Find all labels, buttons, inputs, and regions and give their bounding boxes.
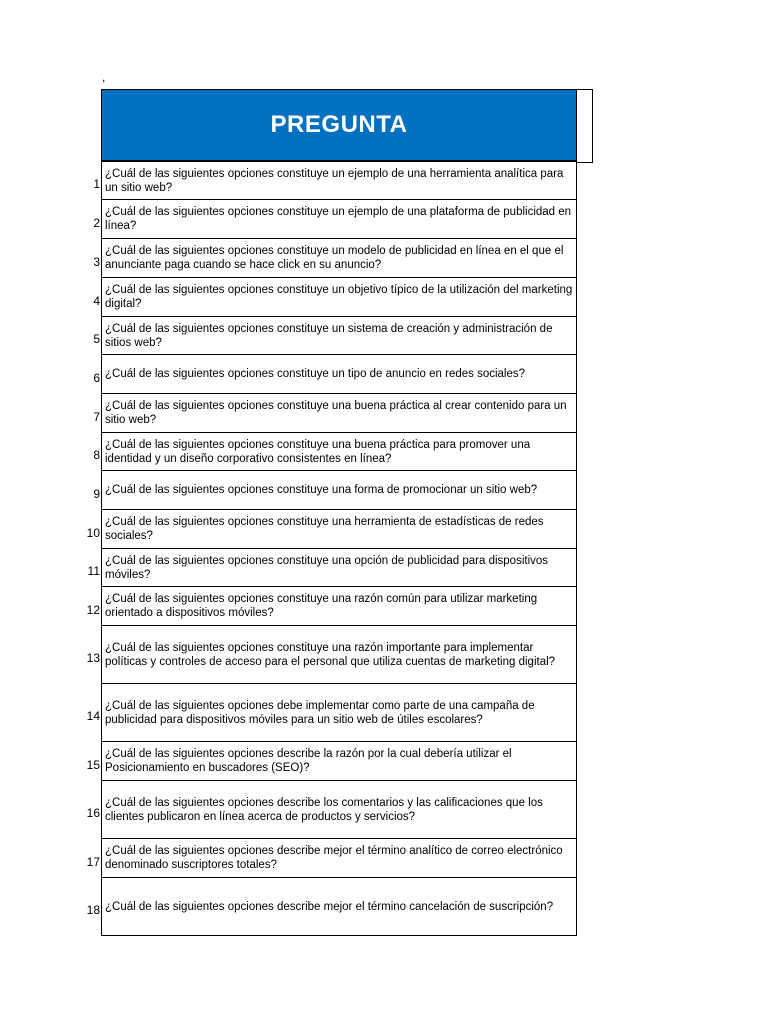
question-number: 5	[93, 332, 100, 346]
question-text: ¿Cuál de las siguientes opciones constituye una razón común para utilizar marketing orientado a dispositivos móviles?	[105, 593, 538, 619]
question-cell	[101, 781, 577, 839]
question-text: ¿Cuál de las siguientes opciones constituye un ejemplo de una herramienta analítica para un sitio web?	[105, 167, 564, 194]
question-cell	[101, 161, 577, 200]
question-cell	[101, 200, 577, 239]
table-row	[0, 626, 577, 684]
question-text: ¿Cuál de las siguientes opciones constituye una buena práctica al crear contenido para un sitio web?	[105, 400, 567, 426]
question-number: 3	[93, 255, 100, 269]
question-cell	[101, 587, 577, 626]
question-text: ¿Cuál de las siguientes opciones constituye una herramienta de estadísticas de redes sociales?	[105, 516, 544, 542]
question-cell	[101, 684, 577, 742]
table-row	[0, 839, 577, 878]
question-number: 18	[86, 903, 100, 917]
question-text: ¿Cuál de las siguientes opciones constituye un modelo de publicidad en línea en el que el anunciante paga cuando se hace click en su anuncio?	[105, 245, 564, 271]
table-row	[0, 394, 577, 433]
question-text: ¿Cuál de las siguientes opciones constituye una opción de publicidad para dispositivos móviles?	[105, 554, 549, 581]
question-text: ¿Cuál de las siguientes opciones constituye una forma de promocionar un sitio web?	[105, 484, 538, 496]
question-number: 10	[86, 526, 100, 540]
question-text: ¿Cuál de las siguientes opciones describe la razón por la cual debería utilizar el Posicionamiento en buscadores (SEO)?	[105, 748, 512, 774]
question-cell	[101, 239, 577, 278]
table-header	[101, 89, 577, 161]
question-cell	[101, 433, 577, 471]
question-text: ¿Cuál de las siguientes opciones constituye un tipo de anuncio en redes sociales?	[105, 368, 526, 380]
question-cell	[101, 317, 577, 355]
table-row	[0, 587, 577, 626]
table-row	[0, 549, 577, 587]
question-text: ¿Cuál de las siguientes opciones describe mejor el término analítico de correo electrónico denominado suscriptores totales?	[105, 845, 563, 871]
question-number: 11	[87, 564, 100, 578]
table-row	[0, 278, 577, 317]
question-text: ¿Cuál de las siguientes opciones constituye un ejemplo de una plataforma de publicidad en línea?	[105, 206, 572, 232]
question-text: ¿Cuál de las siguientes opciones describe mejor el término cancelación de suscripción?	[105, 900, 554, 913]
question-text: ¿Cuál de las siguientes opciones constituye una buena práctica para promover una identidad y un diseño corporativo consistentes en línea?	[105, 438, 531, 465]
question-cell	[101, 510, 577, 549]
question-number: 1	[93, 177, 100, 191]
question-number: 14	[86, 709, 100, 723]
question-number: 4	[93, 294, 100, 308]
question-text: ¿Cuál de las siguientes opciones debe implementar como parte de una campaña de publicidad para dispositivos móviles para un sitio web de útiles escolares?	[105, 699, 535, 726]
question-number: 7	[93, 410, 100, 424]
question-number: 2	[93, 216, 100, 230]
table-row	[0, 355, 577, 394]
question-number: 8	[93, 448, 100, 462]
question-cell	[101, 878, 577, 936]
table-row	[0, 161, 577, 200]
table-row	[0, 510, 577, 549]
table-row	[0, 742, 577, 781]
table-row	[0, 471, 577, 510]
question-number: 15	[86, 758, 100, 772]
table-row	[0, 200, 577, 239]
question-number: 12	[86, 603, 100, 617]
question-number: 13	[86, 651, 100, 665]
stray-mark: ,	[102, 70, 106, 84]
question-number: 6	[93, 371, 100, 385]
question-cell	[101, 355, 577, 394]
question-cell	[101, 471, 577, 510]
header-title: PREGUNTA	[270, 111, 408, 138]
question-number: 17	[86, 855, 100, 869]
table-row	[0, 878, 577, 936]
question-cell	[101, 626, 577, 684]
table-row	[0, 239, 577, 278]
question-number: 9	[93, 487, 100, 501]
question-cell	[101, 742, 577, 781]
question-cell	[101, 839, 577, 878]
question-cell	[101, 549, 577, 587]
question-cell	[101, 394, 577, 433]
question-cell	[101, 278, 577, 317]
question-text: ¿Cuál de las siguientes opciones constituye un objetivo típico de la utilización del marketing digital?	[105, 284, 573, 310]
question-number: 16	[86, 806, 100, 820]
question-text: ¿Cuál de las siguientes opciones describe los comentarios y las calificaciones que los clientes publicaron en línea acerca de productos y servicios?	[105, 796, 543, 823]
table-row	[0, 433, 577, 471]
header-adjacent-cell	[576, 89, 593, 163]
question-text: ¿Cuál de las siguientes opciones constituye un sistema de creación y administración de sitios web?	[105, 322, 553, 349]
table-row	[0, 781, 577, 839]
question-text: ¿Cuál de las siguientes opciones constituye una razón importante para implementar políticas y controles de acceso para el personal que utiliza cuentas de marketing digital?	[105, 641, 556, 668]
table-row	[0, 317, 577, 355]
table-row	[0, 684, 577, 742]
